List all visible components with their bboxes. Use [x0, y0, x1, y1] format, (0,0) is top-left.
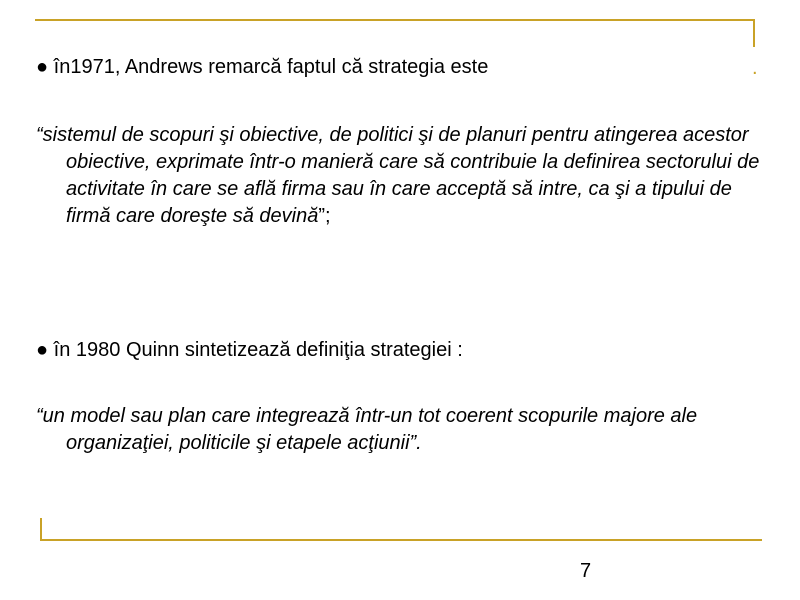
andrews-quote-tail: ”;	[318, 205, 331, 227]
andrews-quote-text: “sistemul de scopuri şi obiective, de politici şi de planuri pentru atingerea acestor obiective, exprimate într-o manieră care să contribuie la definirea sectorului de activitate în care se află firma sau în care acceptă să intre, ca şi a tipului de firmă care doreşte să devină	[36, 124, 760, 227]
bottom-rule-tick	[40, 518, 42, 540]
top-rule-tick	[753, 19, 755, 47]
quinn-quote	[36, 403, 766, 457]
bottom-decorative-rule	[40, 539, 762, 541]
bullet-icon: ●	[36, 56, 49, 78]
andrews-quote	[36, 122, 766, 230]
quinn-quote-text: “un model sau plan care integrează într-un tot coerent scopurile majore ale organizaţiei, politicile şi etapele acţiunii”.	[36, 405, 698, 454]
bullet-icon: ●	[36, 339, 49, 361]
stray-mark: .	[752, 57, 758, 79]
bullet-quinn	[36, 337, 463, 364]
bullet-andrews-text: în1971, Andrews remarcă faptul că strategia este	[53, 56, 489, 78]
page-number: 7	[580, 560, 592, 582]
bullet-andrews	[36, 54, 488, 81]
top-decorative-rule	[35, 19, 755, 21]
bullet-quinn-text: în 1980 Quinn sintetizează definiţia strategiei :	[53, 339, 463, 361]
